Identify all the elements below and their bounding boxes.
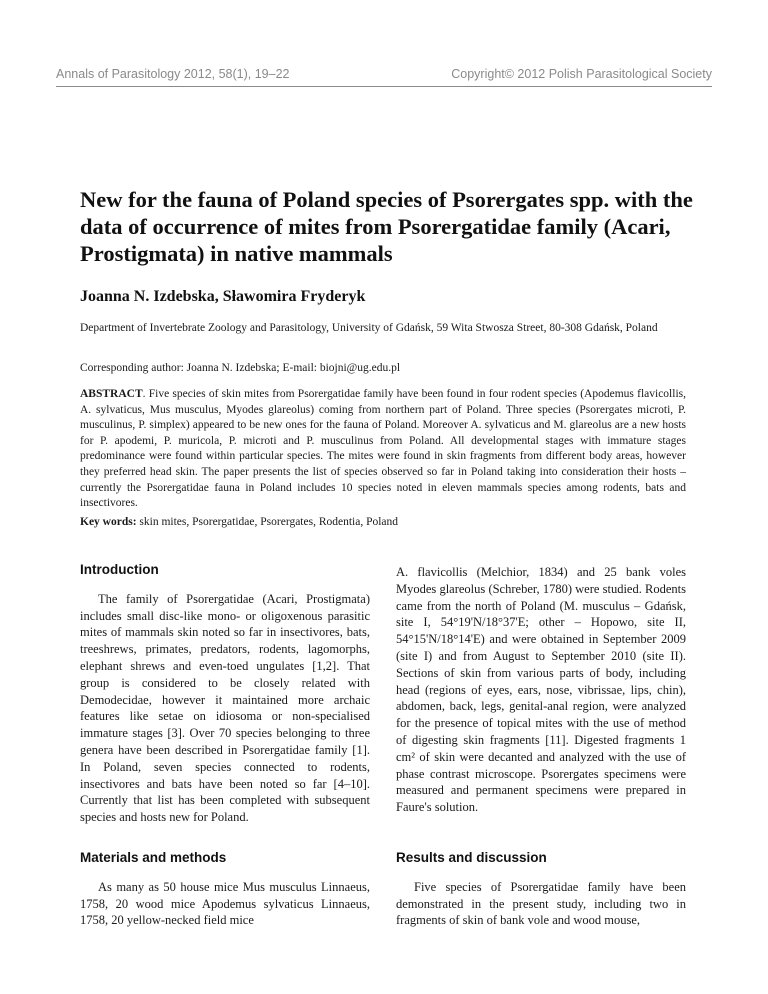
- journal-citation: Annals of Parasitology 2012, 58(1), 19–22: [56, 67, 290, 81]
- keywords-text: skin mites, Psorergatidae, Psorergates, Rodentia, Poland: [136, 516, 399, 528]
- methods-heading: Materials and methods: [80, 850, 227, 865]
- header-divider: [56, 86, 712, 87]
- article-title: New for the fauna of Poland species of Psorergates spp. with the data of occurrence of mites from Psorergatidae family (Acari, Prostigmata) in native mammals: [80, 187, 693, 266]
- running-header: [56, 64, 712, 86]
- author-list: Joanna N. Izdebska, Sławomira Fryderyk: [80, 288, 366, 305]
- copyright-notice: Copyright© 2012 Polish Parasitological Society: [451, 67, 712, 81]
- methods-text: As many as 50 house mice Mus musculus Linnaeus, 1758, 20 wood mice Apodemus sylvaticus Linnaeus, 1758, 20 yellow-necked field mice: [80, 879, 370, 928]
- results-text: Five species of Psorergatidae family have been demonstrated in the present study, including two in fragments of skin of bank vole and wood mouse,: [396, 879, 686, 928]
- keywords-label: Key words:: [80, 516, 137, 528]
- methods-continued-text: A. flavicollis (Melchior, 1834) and 25 bank voles Myodes glareolus (Schreber, 1780) were studied. Rodents came from the north of Poland (M. musculus – Gdańsk, site I, 54°19'N/18°37'E; other – Hopowo, site II, 54°15'N/18°14'E) and were obtained in September 2009 (site I) and from August to September 2010 (site II). Sections of skin from various parts of body, including head (regions of eyes, ears, nose, vibrissae, lips, chin), abdomen, back, legs, genital-anal region, were analyzed for the presence of topical mites with the use of method of digesting skin fragments [11]. Digested fragments 1 cm² of skin were decanted and analyzed with the use of phase contrast microscope. Psorergates specimens were measured and permanent specimens were prepared in Faure's solution.: [396, 565, 686, 815]
- column-right: [396, 564, 686, 816]
- affiliation: Department of Invertebrate Zoology and Parasitology, University of Gdańsk, 59 Wita Stwosza Street, 80-308 Gdańsk, Poland: [80, 322, 658, 334]
- results-section: [396, 850, 686, 929]
- introduction-heading: Introduction: [80, 562, 159, 577]
- introduction-text: The family of Psorergatidae (Acari, Prostigmata) includes small disc-like mono- or oligoxenous parasitic mites of mammals skin noted so far in insectivores, bats, treeshrews, primates, predators, rodents, lagomorphs, elephant shrews and even-toed ungulates [1,2]. That group is considered to be closely related with Demodecidae, however it maintained more archaic features like setae on idiosoma or non-specialised immature stages [3]. Over 70 species belonging to three genera have been described in Psorergatidae family [1]. In Poland, seven species connected to rodents, insectivores and bats have been noted so far [4–10]. Currently that list has been completed with subsequent species and hosts new for Poland.: [80, 591, 370, 825]
- results-heading: Results and discussion: [396, 850, 547, 865]
- methods-section: [80, 850, 370, 929]
- abstract: [80, 387, 686, 512]
- abstract-text: . Five species of skin mites from Psorergatidae family have been found in four rodent species (Apodemus flavicollis, A. sylvaticus, Mus musculus, Myodes glareolus) coming from northern part of Poland. Three species (Psorergates microti, P. musculinus, P. simplex) appeared to be new ones for the fauna of Poland. Moreover A. sylvaticus and M. glareolus are a new hosts for P. apodemi, P. muricola, P. microti and P. musculinus from Poland. All developmental stages with immature stages predominance were found within particular species. The mites were found in skin fragments from different body areas, however they preferred head skin. The paper presents the list of species observed so far in Poland taking into consideration their hosts – currently the Psorergatidae fauna in Poland includes 10 species noted in eleven mammals species among rodents, bats and insectivores.: [80, 388, 686, 510]
- corresponding-author: Corresponding author: Joanna N. Izdebska; E-mail: biojni@ug.edu.pl: [80, 362, 401, 374]
- abstract-label: ABSTRACT: [80, 388, 143, 400]
- keywords: [80, 516, 686, 528]
- column-left: [80, 562, 370, 826]
